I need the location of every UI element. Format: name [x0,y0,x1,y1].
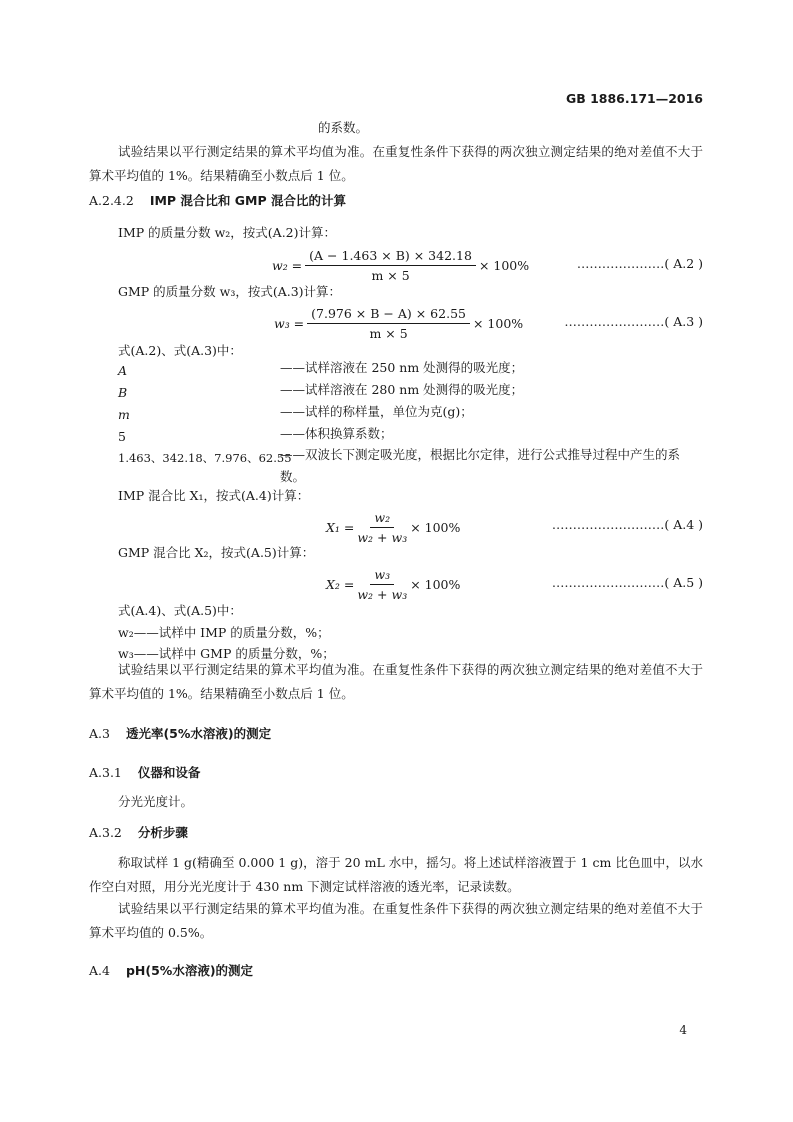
legend-description: ——试样的称样量，单位为克(g)； [280,404,473,419]
heading-number: A.3.1 [89,765,122,780]
heading-a242 [89,195,346,208]
legend-symbol: 5 [118,429,126,444]
formula-denominator: m × 5 [371,268,410,283]
heading-number: A.3.2 [89,825,122,840]
where-text-2: 式(A.4)、式(A.5)中： [118,603,242,618]
legend-symbol: 1.463、342.18、7.976、62.55 [118,451,292,465]
a32-body: 称取试样 1 g(精确至 0.000 1 g)，溶于 20 mL 水中，摇匀。将上述试样溶液置于 1 cm 比色皿中，以水作空白对照，用分光光度计于 430 nm 下测定试样溶液的透光率，记录读数。 [89,855,703,894]
equation-label-a2: …………………( A.2 ) [576,256,703,271]
legend-description: ——双波长下测定吸光度，根据比尔定律，进行公式推导过程中产生的系数。 [280,447,681,484]
formula-denominator: m × 5 [369,326,408,341]
formula-numerator: (A − 1.463 × B) × 342.18 [305,248,476,266]
equation-label-a4: ………………………( A.4 ) [551,517,703,532]
continuation-text: 的系数。 [318,120,369,135]
a31-body: 分光光度计。 [118,794,194,809]
formula-numerator: (7.976 × B − A) × 62.55 [307,306,470,324]
formula-fraction [357,510,407,545]
formula-fraction [307,306,470,341]
legend-description: ——试样溶液在 280 nm 处测得的吸光度； [280,382,524,397]
heading-title: 分析步骤 [137,825,188,840]
result-note-a242: 试验结果以平行测定结果的算术平均值为准。在重复性条件下获得的两次独立测定结果的绝对差值不大于算术平均值的 1%。结果精确至小数点后 1 位。 [89,662,703,701]
equation-label-a3: ……………………( A.3 ) [564,314,703,329]
formula-lhs: w₃ = [274,316,305,331]
page-number: 4 [679,1023,687,1037]
where-text-1: 式(A.2)、式(A.3)中： [118,343,242,358]
formula-fraction [305,248,476,283]
formula-a2 [272,248,529,283]
formula-a5 [326,567,460,602]
formula-tail: × 100% [410,520,461,535]
heading-title: IMP 混合比和 GMP 混合比的计算 [149,193,346,208]
formula-numerator: w₂ [370,510,394,528]
heading-number: A.2.4.2 [89,193,134,208]
formula-lhs: w₂ = [272,258,303,273]
formula-lhs: X₂ = [326,577,355,592]
heading-a31 [89,767,200,780]
equation-label-a5: ………………………( A.5 ) [551,575,703,590]
heading-number: A.4 [89,963,110,978]
formula-tail: × 100% [410,577,461,592]
formula-denominator: w₂ + w₃ [357,530,408,545]
result-note-top: 试验结果以平行测定结果的算术平均值为准。在重复性条件下获得的两次独立测定结果的绝对差值不大于算术平均值的 1%。结果精确至小数点后 1 位。 [89,144,703,183]
legend-description: ——体积换算系数； [280,426,393,441]
formula-tail: × 100% [472,316,524,331]
x2-intro: GMP 混合比 X₂，按式(A.5)计算： [118,545,315,560]
x1-intro: IMP 混合比 X₁，按式(A.4)计算： [118,488,310,503]
legend-description: ——试样溶液在 250 nm 处测得的吸光度； [280,360,524,375]
gmp-intro: GMP 的质量分数 w₃，按式(A.3)计算： [118,284,342,299]
formula-a3 [274,306,523,341]
imp-intro: IMP 的质量分数 w₂，按式(A.2)计算： [118,225,337,240]
heading-a3 [89,728,271,741]
legend-w2: w₂——试样中 IMP 的质量分数，%； [118,625,330,640]
formula-tail: × 100% [478,258,530,273]
a32-result-note: 试验结果以平行测定结果的算术平均值为准。在重复性条件下获得的两次独立测定结果的绝对差值不大于算术平均值的 0.5%。 [89,901,703,940]
legend-symbol: B [118,385,128,400]
heading-title: 仪器和设备 [137,765,201,780]
formula-numerator: w₃ [370,567,394,585]
legend-symbol: A [118,363,128,378]
legend-symbol: m [118,407,130,422]
formula-denominator: w₂ + w₃ [357,587,408,602]
formula-fraction [357,567,407,602]
formula-lhs: X₁ = [326,520,355,535]
heading-a4 [89,965,253,978]
legend-w3: w₃——试样中 GMP 的质量分数，%； [118,646,335,661]
formula-a4 [326,510,460,545]
heading-number: A.3 [89,726,110,741]
heading-title: pH(5%水溶液)的测定 [125,963,254,978]
heading-title: 透光率(5%水溶液)的测定 [125,726,272,741]
heading-a32 [89,827,188,840]
standard-number: GB 1886.171—2016 [565,91,703,106]
